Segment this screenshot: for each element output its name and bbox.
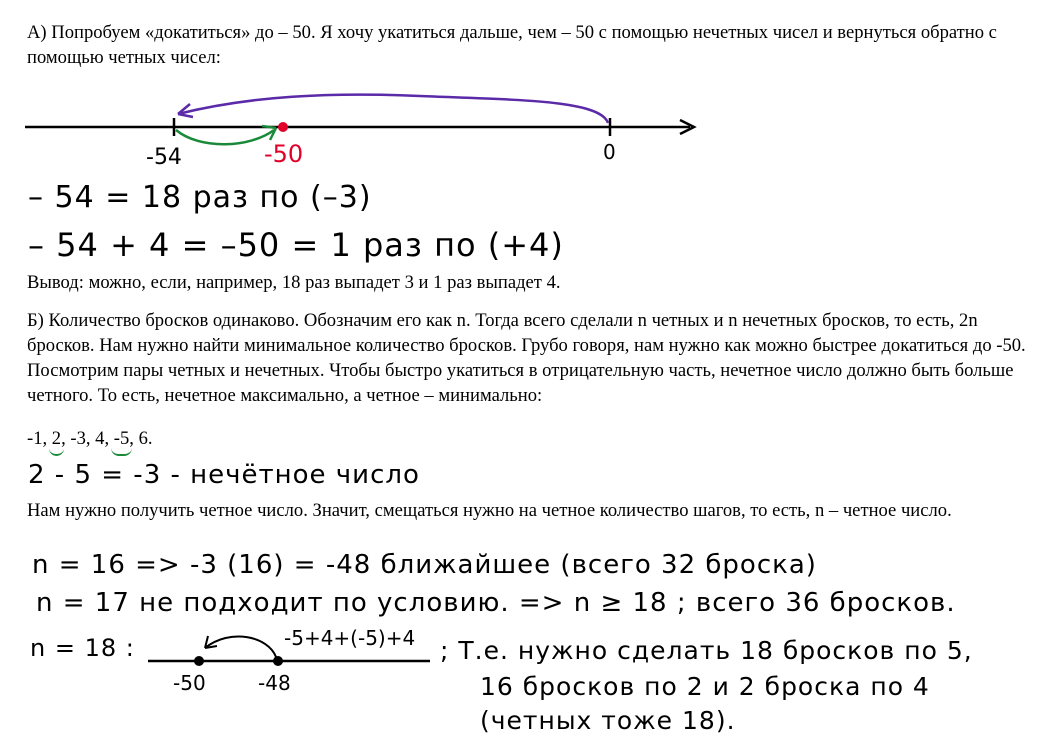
- hand-line-4: n = 16 => -3 (16) = -48 ближайшее (всего 32 броска): [32, 550, 817, 580]
- label-m50: -50: [264, 140, 304, 168]
- hand-line-1: – 54 = 18 раз по (–3): [28, 180, 372, 215]
- point2-m50: [194, 656, 204, 666]
- part-a-intro: А) Попробуем «докатиться» до – 50. Я хочу укатиться дальше, чем – 50 с помощью нечетных чисел и вернуться обратно с помощью четных чисел:: [27, 22, 997, 68]
- seq-part-1: -1,: [27, 428, 52, 449]
- label-m54: -54: [146, 145, 182, 170]
- part-b-para2: Нам нужно получить четное число. Значит, смещаться нужно на четное количество шагов, то есть, n – четное число.: [27, 500, 952, 521]
- label2-m48: -48: [258, 671, 291, 695]
- seq-part-5: , 6.: [129, 428, 153, 449]
- hand-line-8: 16 бросков по 2 и 2 броска по 4: [480, 672, 930, 701]
- hand-line-7: ; Т.е. нужно сделать 18 бросков по 5,: [440, 636, 973, 665]
- label-0: 0: [603, 140, 616, 164]
- point2-m48: [273, 656, 283, 666]
- hand-line-2: – 54 + 4 = –50 = 1 раз по (+4): [28, 226, 564, 264]
- part-b-intro: Б) Количество бросков одинаково. Обозначим его как n. Тогда всего сделали n четных и n нечетных бросков, то есть, 2n бросков. Нам нужно найти минимальное количество бросков. Грубо говоря, нам нужно как можно быстрее докатиться до -50. Посмотрим пары четных и нечетных. Чтобы быстро укатиться в отрицательную часть, нечетное число должно быть больше четного. То есть, нечетное максимально, а четное – минимально:: [27, 310, 1026, 406]
- seq-part-3: , -3, 4,: [61, 428, 114, 449]
- hand-line-3: 2 - 5 = -3 - нечётное число: [28, 460, 420, 490]
- expr-label: -5+4+(-5)+4: [284, 626, 416, 650]
- label2-m50: -50: [173, 671, 206, 695]
- hand-line-9: (четных тоже 18).: [480, 706, 736, 735]
- seq-underlined-2: 2: [51, 428, 62, 449]
- hand-line-5: n = 17 не подходит по условию. => n ≥ 18 ; всего 36 бросков.: [36, 588, 956, 618]
- hand-n18: n = 18 :: [30, 634, 135, 662]
- part-a-conclusion: Вывод: можно, если, например, 18 раз выпадет 3 и 1 раз выпадет 4.: [27, 272, 561, 293]
- seq-underlined-m5: -5: [113, 428, 130, 449]
